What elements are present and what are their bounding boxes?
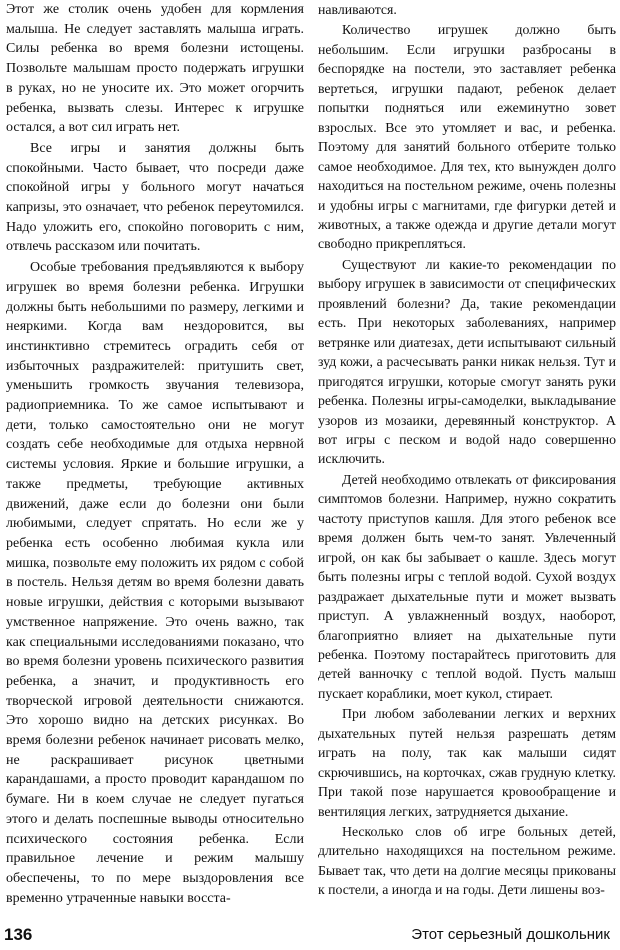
paragraph: При любом заболевании легких и верхних дыхательных путей нельзя разрешать детям играть на полу, так как малыши сидят скрючившись, на корточках, сжав грудную клетку. При такой позе нарушается кровообращение и вентиляция легких, затрудняется дыхание. (318, 706, 616, 819)
paragraph: Количество игрушек должно быть небольшим. Если игрушки разбросаны в беспорядке на постели, это заставляет ребенка вертеться, игрушки падают, ребенок делает попытки подняться или ежеминутно зовет взрослых. Все это утомляет и вас, и ребенка. Поэтому для занятий больного отберите только самое необходимое. Для тех, кто вынужден долго находиться на постельном режиме, очень полезны и удобны игры с магнитами, где фигурки детей и животных, а также одежда и другие детали могут свободно прикрепляться. (318, 22, 616, 252)
running-head: Этот серьезный дошкольник (411, 926, 610, 943)
paragraph: Детей необходимо отвлекать от фиксирования симптомов болезни. Например, нужно сократить частоту приступов кашля. Для этого ребенок все время должен быть чем-то занят. Увлеченный игрой, он как бы забывает о кашле. Здесь могут быть полезны игры с теплой водой. Сухой воздух раздражает дыхательные пути и может вызвать приступ. А увлажненный воздух, наоборот, благоприятно влияет на дыхательные пути ребенка. Поэтому постарайтесь приготовить для детей ванночку с теплой водой. Пусть малыш пускает кораблики, моет кукол, стирает. (318, 471, 616, 701)
paragraph: Особые требования предъявляются к выбору игрушек во время болезни ребенка. Игрушки должны быть небольшими по размеру, легкими и неяркими. Когда вам нездоровится, вы инстинктивно стремитесь оградить себя от избыточных раздражителей: притушить свет, уменьшить громкость звучания телевизора, радиоприемника. То же самое испытывают и дети, только самостоятельно они не могут создать себе необходимые для отдыха нервной системы условия. Яркие и большие игрушки, а также предметы, требующие активных движений, даже если до болезни они были любимыми, следует спрятать. Но если же у ребенка есть особенно любимая кукла или мишка, позвольте ему положить их рядом с собой в постель. Нельзя детям во время болезни давать новые игрушки, действия с которыми вызывают умственное напряжение. Это очень важно, так как специальными исследованиями показано, что во время болезни уровень психического развития ребенка, а значит, и продуктивность его творческой игровой деятельности снижаются. Это хорошо видно на детских рисунках. Во время болезни ребенок начинает рисовать мелко, не раскрашивает рисунок цветными карандашами, а просто проводит карандашом по бумаге. Ни в коем случае не следует пугаться этого и делать поспешные выводы относительно психического состояния ребенка. Если правильное лечение и режим малышу обеспечены, то по мере выздоровления все временно утраченные навыки восста- (6, 260, 304, 906)
paragraph: Несколько слов об игре больных детей, длительно находящихся на постельном режиме. Бывает так, что дети на долгие месяцы прикованы к постели, а иногда и на годы. Дети лишены воз- (318, 824, 616, 898)
paragraph: Этот же столик очень удобен для кормления малыша. Не следует заставлять малыша играть. Силы ребенка во время болезни истощены. Позвольте малышам просто подержать игрушки в руках, но не уносите их. Это может огорчить ребенка, вызвать слезы. Интерес к игрушке остался, а вот сил играть нет. (6, 2, 304, 136)
page-footer (0, 924, 620, 948)
paragraph: Все игры и занятия должны быть спокойными. Часто бывает, что посреди даже спокойной игры у больного могут начаться капризы, это означает, что ребенок переутомился. Надо уложить его, спокойно поговорить с ним, отвлечь рассказом или почитать. (6, 140, 304, 255)
paragraph: навливаются. (318, 2, 397, 17)
page-number: 136 (4, 925, 33, 944)
right-column (318, 0, 616, 900)
left-column (6, 0, 304, 908)
paragraph: Существуют ли какие-то рекомендации по выбору игрушек в зависимости от специфических проявлений болезни? Да, такие рекомендации есть. При некоторых заболеваниях, например ветрянке или диатезах, дети испытывают сильный зуд кожи, а расчесывать ранки никак нельзя. Тут и пригодятся игрушки, которые смогут занять руки ребенка. Полезны игры-самоделки, выкладывание узоров из мозаики, деревянный конструктор. А вот игры с песком и водой надо совершенно исключить. (318, 256, 616, 467)
